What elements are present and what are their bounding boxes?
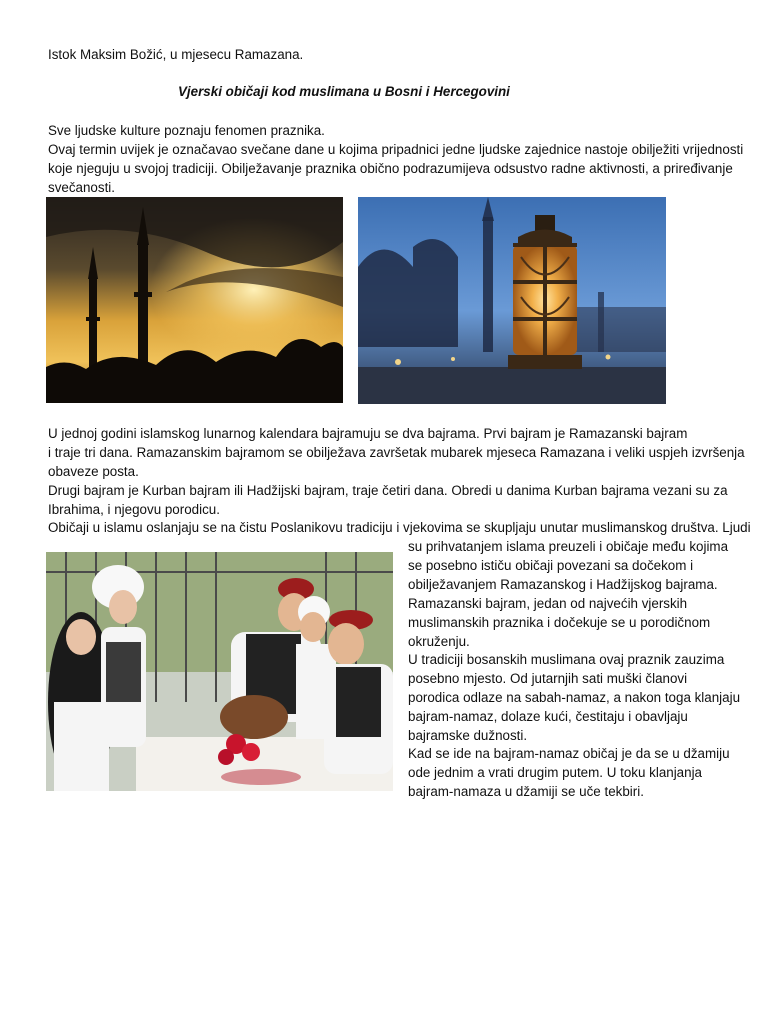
right-column-line: ode jednim a vrati drugim putem. U toku klanjanja <box>408 765 702 780</box>
right-column-line: bajram-namaz, dolaze kući, čestitaju i obavljaju <box>408 709 688 724</box>
intro-line: koje njeguju u svojoj tradiciji. Obilježavanje praznika obično podrazumijeva odsustvo radne aktivnosti, a priređivanje <box>48 161 733 176</box>
right-column-line: su prihvatanjem islama preuzeli i običaje među kojima <box>408 539 729 554</box>
ramadan-lantern-photo <box>358 197 666 404</box>
body-line: obaveze posta. <box>48 464 139 479</box>
right-column-line: muslimanskih praznika i dočekuje se u porodičnom <box>408 615 711 630</box>
right-column-line: obilježavanjem Ramazanskog i Hadžijskog bajrama. <box>408 577 718 592</box>
traditional-family-photo <box>46 552 393 791</box>
body-line: Običaji u islamu oslanjaju se na čistu Poslanikovu tradiciju i vjekovima se skupljaju unutar muslimanskog društva. Ljudi <box>48 520 751 535</box>
right-column-line: Ramazanski bajram, jedan od najvećih vjerskih <box>408 596 688 611</box>
minaret-sunset-photo <box>46 197 343 403</box>
right-column-line: se posebno ističu običaji povezani sa dočekom i <box>408 558 694 573</box>
intro-line: Ovaj termin uvijek je označavao svečane dane u kojima pripadnici jedne ljudske zajednice nastoje obilježiti vrijednosti <box>48 142 744 157</box>
intro-line: Sve ljudske kulture poznaju fenomen praznika. <box>48 123 325 138</box>
right-column-line: Kad se ide na bajram-namaz običaj je da se u džamiju <box>408 746 730 761</box>
intro-line: svečanosti. <box>48 180 115 195</box>
body-line: Drugi bajram je Kurban bajram ili Hadžijski bajram, traje četiri dana. Obredi u danima Kurban bajrama vezani su za <box>48 483 728 498</box>
body-line: U jednoj godini islamskog lunarnog kalendara bajramuju se dva bajrama. Prvi bajram je Ramazanski bajram <box>48 426 688 441</box>
right-column-line: bajram-namaza u džamiji se uče tekbiri. <box>408 784 644 799</box>
right-column-line: bajramske dužnosti. <box>408 728 528 743</box>
header-line: Istok Maksim Božić, u mjesecu Ramazana. <box>48 47 304 62</box>
right-column-line: okruženju. <box>408 634 470 649</box>
body-line: Ibrahima, i njegovu porodicu. <box>48 502 220 517</box>
document-title: Vjerski običaji kod muslimana u Bosni i Hercegovini <box>178 84 510 99</box>
right-column-line: porodica odlaze na sabah-namaz, a nakon toga klanjaju <box>408 690 741 705</box>
right-column-line: posebno mjesto. Od jutarnjih sati muški članovi <box>408 671 688 686</box>
right-column-line: U tradiciji bosanskih muslimana ovaj praznik zauzima <box>408 652 725 667</box>
body-line: i traje tri dana. Ramazanskim bajramom se obilježava završetak mubarek mjeseca Ramazana i veliki uspjeh izvršenja <box>48 445 745 460</box>
